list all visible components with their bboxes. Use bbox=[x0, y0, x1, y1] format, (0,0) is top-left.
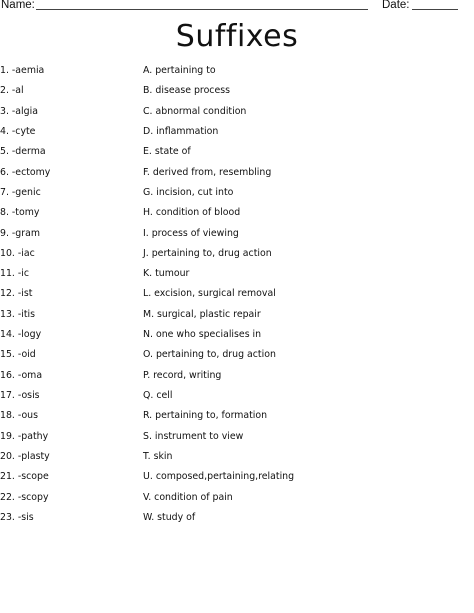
suffix-definition: R. pertaining to, formation bbox=[143, 410, 268, 422]
suffix-definition: S. instrument to view bbox=[143, 430, 244, 442]
suffix-term: 18. -ous bbox=[0, 410, 39, 422]
matching-list bbox=[0, 63, 474, 530]
suffix-definition: M. surgical, plastic repair bbox=[143, 308, 261, 320]
suffix-definition: G. incision, cut into bbox=[143, 186, 234, 198]
suffix-term: 15. -oid bbox=[0, 349, 36, 361]
suffix-term: 8. -tomy bbox=[0, 207, 40, 219]
list-item bbox=[0, 165, 474, 185]
list-item bbox=[0, 490, 474, 510]
suffix-definition: I. process of viewing bbox=[143, 227, 239, 239]
suffix-definition: U. composed,pertaining,relating bbox=[143, 471, 295, 483]
suffix-term: 2. -al bbox=[0, 85, 24, 97]
suffix-term: 20. -plasty bbox=[0, 450, 50, 462]
suffix-term: 11. -ic bbox=[0, 268, 30, 280]
list-item bbox=[0, 307, 474, 327]
suffix-term: 16. -oma bbox=[0, 369, 43, 381]
suffix-term: 10. -iac bbox=[0, 247, 35, 259]
suffix-term: 9. -gram bbox=[0, 227, 40, 239]
suffix-definition: C. abnormal condition bbox=[143, 105, 247, 117]
date-label: Date: bbox=[382, 0, 410, 11]
list-item bbox=[0, 469, 474, 489]
list-item bbox=[0, 347, 474, 367]
suffix-term: 6. -ectomy bbox=[0, 166, 51, 178]
suffix-term: 22. -scopy bbox=[0, 491, 49, 503]
page-title: Suffixes bbox=[175, 19, 299, 54]
suffix-term: 19. -pathy bbox=[0, 430, 49, 442]
date-field[interactable] bbox=[412, 9, 458, 10]
suffix-definition: T. skin bbox=[143, 450, 173, 462]
list-item bbox=[0, 205, 474, 225]
suffix-term: 3. -algia bbox=[0, 105, 38, 117]
suffix-definition: Q. cell bbox=[143, 390, 173, 401]
list-item bbox=[0, 83, 474, 103]
list-item bbox=[0, 124, 474, 144]
suffix-definition: K. tumour bbox=[143, 268, 190, 280]
suffix-term: 21. -scope bbox=[0, 471, 49, 483]
list-item bbox=[0, 104, 474, 124]
suffix-definition: N. one who specialises in bbox=[143, 329, 262, 341]
suffix-term: 23. -sis bbox=[0, 511, 34, 523]
suffix-definition: L. excision, surgical removal bbox=[143, 288, 276, 300]
suffix-definition: F. derived from, resembling bbox=[143, 166, 272, 178]
list-item bbox=[0, 286, 474, 306]
list-item bbox=[0, 388, 474, 408]
suffix-definition: D. inflammation bbox=[143, 125, 219, 137]
list-item bbox=[0, 226, 474, 246]
list-item bbox=[0, 510, 474, 530]
suffix-definition: E. state of bbox=[143, 146, 191, 158]
list-item bbox=[0, 449, 474, 469]
worksheet-header bbox=[0, 0, 474, 14]
suffix-definition: H. condition of blood bbox=[143, 207, 241, 219]
list-item bbox=[0, 368, 474, 388]
suffix-term: 14. -logy bbox=[0, 329, 42, 341]
suffix-term: 13. -itis bbox=[0, 308, 36, 320]
list-item bbox=[0, 429, 474, 449]
suffix-definition: J. pertaining to, drug action bbox=[143, 247, 272, 259]
suffix-term: 4. -cyte bbox=[0, 125, 36, 137]
suffix-definition: B. disease process bbox=[143, 85, 231, 97]
suffix-definition: O. pertaining to, drug action bbox=[143, 349, 276, 361]
name-label: Name: bbox=[1, 0, 35, 11]
suffix-definition: P. record, writing bbox=[143, 369, 222, 381]
suffix-term: 5. -derma bbox=[0, 146, 46, 158]
name-field[interactable] bbox=[36, 9, 368, 10]
suffix-definition: A. pertaining to bbox=[143, 65, 216, 76]
list-item bbox=[0, 246, 474, 266]
suffix-definition: W. study of bbox=[143, 511, 196, 523]
list-item bbox=[0, 144, 474, 164]
list-item bbox=[0, 266, 474, 286]
suffix-term: 17. -osis bbox=[0, 390, 40, 401]
list-item bbox=[0, 63, 474, 83]
list-item bbox=[0, 408, 474, 428]
list-item bbox=[0, 327, 474, 347]
list-item bbox=[0, 185, 474, 205]
suffix-term: 1. -aemia bbox=[0, 65, 45, 76]
suffix-definition: V. condition of pain bbox=[143, 491, 233, 503]
suffix-term: 7. -genic bbox=[0, 186, 41, 198]
suffix-term: 12. -ist bbox=[0, 288, 33, 300]
